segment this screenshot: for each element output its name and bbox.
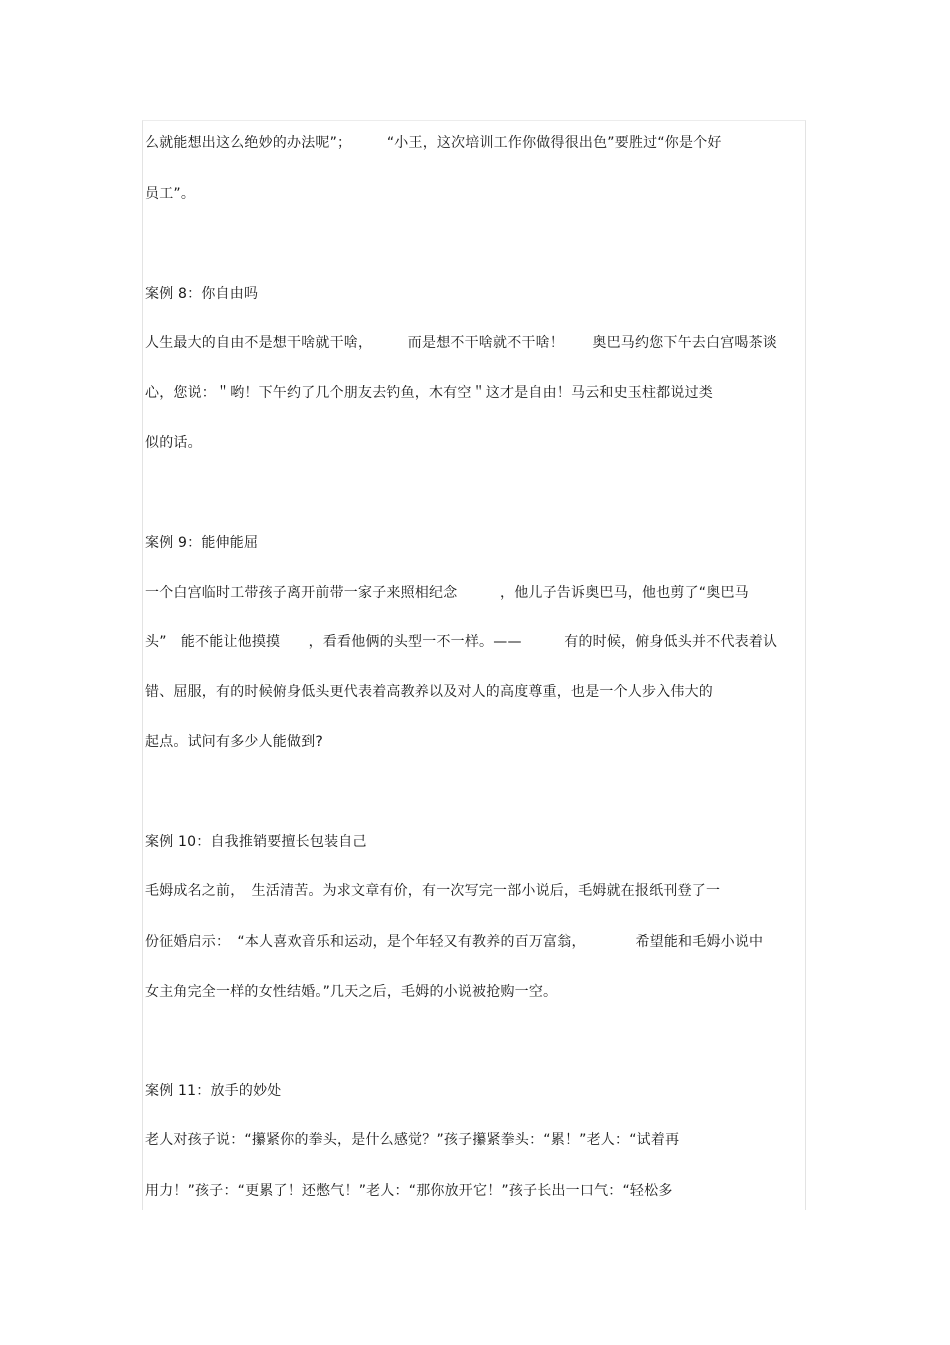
text-line: 毛姆成名之前， 生活清苦。为求文章有价，有一次写完一部小说后，毛姆就在报纸刊登了一 [145,883,721,899]
text-line: 错、屈服，有的时候俯身低头更代表着高教养以及对人的高度尊重，也是一个人步入伟大的 [145,684,713,700]
text-line: 女主角完全一样的女性结婚。”几天之后，毛姆的小说被抢购一空。 [145,984,558,1000]
text-line: 老人对孩子说：“攥紧你的拳头，是什么感觉？”孩子攥紧拳头：“累！”老人：“试着再 [145,1132,680,1148]
text-line: 起点。试问有多少人能做到? [145,734,324,750]
page-frame [142,120,806,1210]
text-line: 份征婚启示： “本人喜欢音乐和运动，是个年轻又有教养的百万富翁， 希望能和毛姆小说中 [145,934,764,950]
text-line: 心，您说：＂哟！下午约了几个朋友去钓鱼，木有空＂这才是自由！马云和史玉柱都说过类 [145,385,713,401]
text-line: 头” 能不能让他摸摸 ，看看他俩的头型一不一样。—— 有的时候，俯身低头并不代表着认 [145,634,778,650]
case-heading: 案例 9：能伸能屈 [145,535,259,551]
case-heading: 案例 11：放手的妙处 [145,1083,282,1099]
case-heading: 案例 8：你自由吗 [145,286,259,302]
text-line: 员工”。 [145,186,196,202]
text-line: 似的话。 [145,435,202,451]
text-line: 用力！”孩子：“更累了！还憋气！”老人：“那你放开它！”孩子长出一口气：“轻松多 [145,1183,673,1199]
text-line: 人生最大的自由不是想干啥就干啥， 而是想不干啥就不干啥！ 奥巴马约您下午去白宫喝茶谈 [145,335,777,351]
case-heading: 案例 10：自我推销要擅长包装自己 [145,834,367,850]
text-line: 么就能想出这么绝妙的办法呢”； “小王，这次培训工作你做得很出色”要胜过“你是个好 [145,135,722,151]
text-line: 一个白宫临时工带孩子离开前带一家子来照相纪念 ，他儿子告诉奥巴马，他也剪了“奥巴马 [145,585,749,601]
